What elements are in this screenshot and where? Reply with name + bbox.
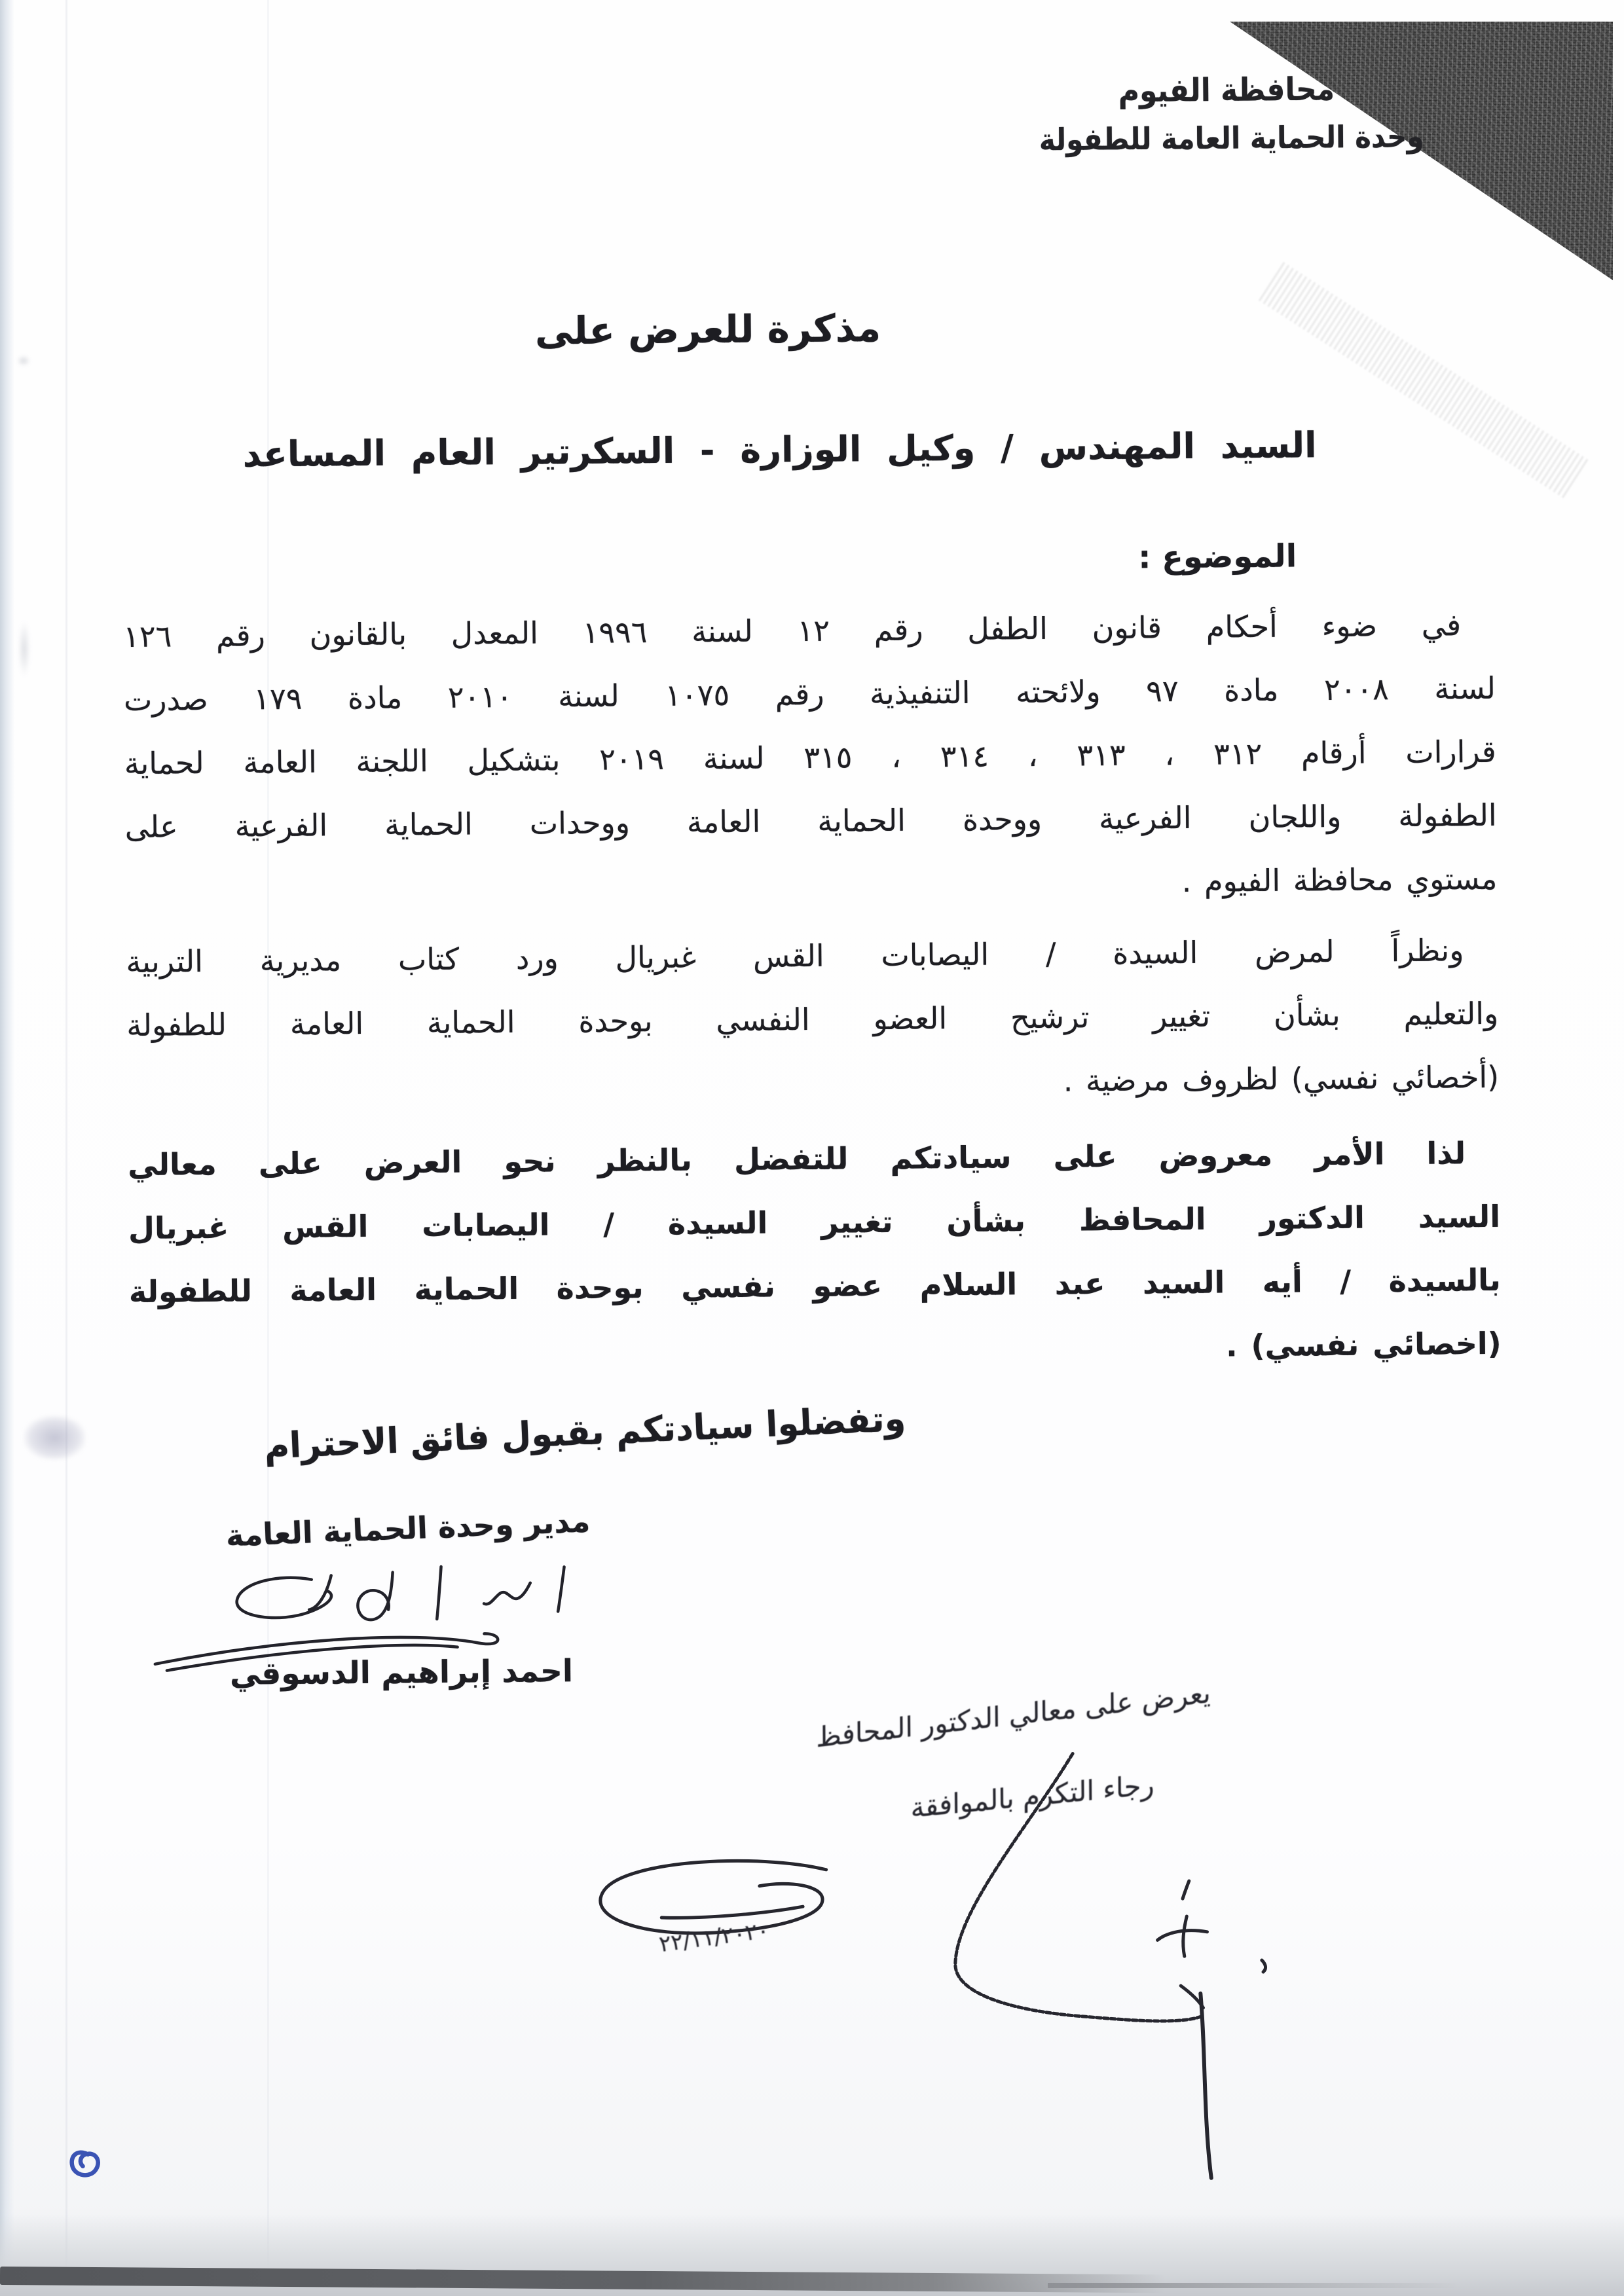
text-line: السيد الدكتور المحافظ بشأن تغيير السيدة / اليصابات القس غبريال	[128, 1198, 1501, 1247]
text-line: (أخصائي نفسي) لظروف مرضية .	[1063, 1059, 1500, 1099]
text-line: لسنة ٢٠٠٨ مادة ٩٧ ولائحته التنفيذية رقم ١٠٧٥ لسنة ٢٠١٠ مادة ١٧٩ صدرت	[123, 670, 1496, 718]
signer-title: مدير وحدة الحماية العامة	[225, 1503, 591, 1554]
memo-recipient-line: السيد المهندس / وكيل الوزارة - السكرتير العام المساعد	[242, 424, 1317, 475]
closing-salutation: وتفضلوا سيادتكم بقبول فائق الاحترام	[263, 1397, 907, 1467]
letterhead-organization: محافظة الفيوم	[1118, 71, 1335, 110]
handwritten-date: ٢٢/١١/٢٠٢٠	[657, 1917, 771, 1958]
text-line: الطفولة واللجان الفرعية ووحدة الحماية العامة ووحدات الحماية الفرعية على	[124, 797, 1497, 845]
text-line: (اخصائي نفسي) .	[1225, 1325, 1502, 1364]
text-line: في ضوء أحكام قانون الطفل رقم ١٢ لسنة ١٩٩٦ المعدل بالقانون رقم ١٢٦	[122, 607, 1462, 655]
text-line: مستوي محافظة الفيوم .	[1181, 860, 1498, 900]
body-paragraph-2	[126, 919, 1499, 1121]
text-line: ونظراً لمرض السيدة / اليصابات القس غبريال ورد كتاب مديرية التربية	[126, 932, 1464, 980]
signer-name: احمد إبراهيم الدسوقي	[229, 1653, 574, 1692]
text-line: بالسيدة / أيه السيد عبد السلام عضو نفسي بوحدة الحماية العامة للطفولة	[128, 1262, 1502, 1310]
body-paragraph-3	[128, 1121, 1502, 1387]
text-line: لذا الأمر معروض على سيادتكم للتفضل بالنظر نحو العرض على معالي	[127, 1135, 1466, 1183]
letterhead-unit: وحدة الحماية العامة للطفولة	[1039, 118, 1424, 158]
text-line: قرارات أرقام ٣١٢ ، ٣١٣ ، ٣١٤ ، ٣١٥ لسنة ٢٠١٩ بتشكيل اللجنة العامة لحماية	[124, 733, 1497, 782]
subject-label: الموضوع :	[1137, 538, 1297, 576]
handwritten-note-1: يعرض على معالي الدكتور المحافظ	[816, 1676, 1211, 1754]
text-line: والتعليم بشأن تغيير ترشيح العضو النفسي بوحدة الحماية العامة للطفولة	[126, 995, 1499, 1044]
body-paragraph-1	[123, 593, 1498, 922]
handwritten-note-2: رجاء التكرم بالموافقة	[910, 1768, 1154, 1825]
blue-ink-dot	[72, 2152, 98, 2175]
memo-title: مذكرة للعرض على	[534, 306, 881, 354]
